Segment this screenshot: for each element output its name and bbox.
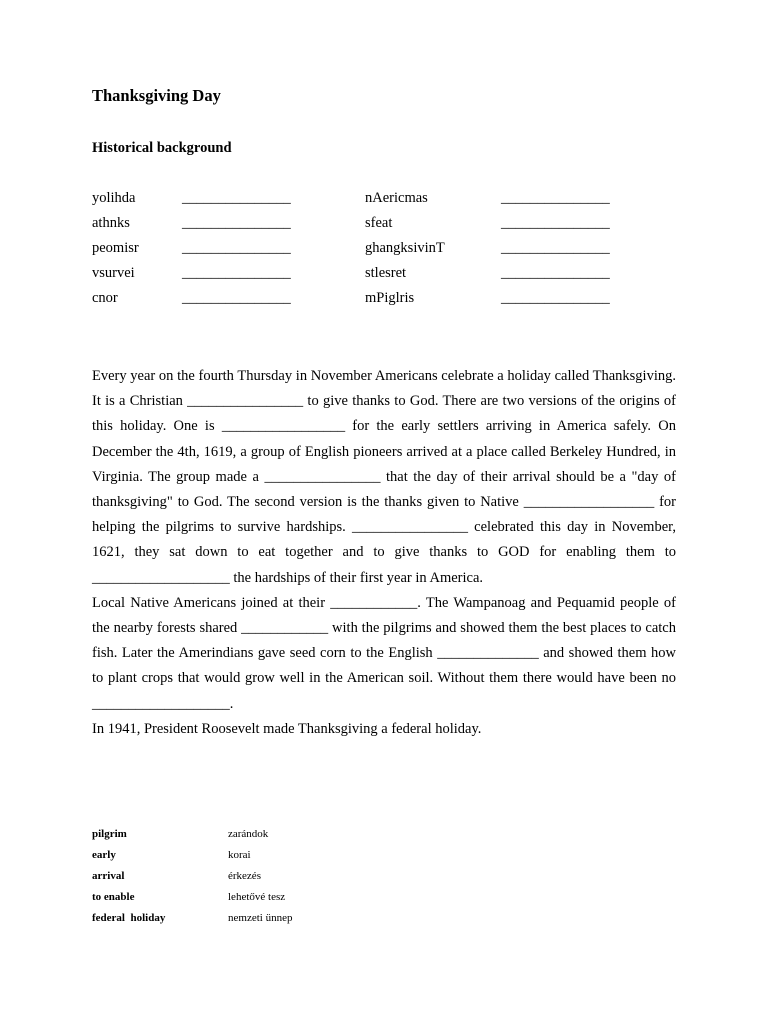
scrambled-word: athnks	[92, 215, 130, 231]
scramble-row	[92, 265, 652, 290]
scrambled-word: stlesret	[365, 265, 407, 281]
section-heading: Historical background	[92, 140, 232, 156]
scrambled-word: cnor	[92, 290, 118, 306]
answer-blank: _______________	[501, 290, 610, 306]
scrambled-words-exercise	[92, 190, 652, 315]
scramble-row	[92, 190, 652, 215]
vocabulary-translation: érkezés	[228, 870, 261, 882]
answer-blank: _______________	[182, 215, 291, 231]
page-title: Thanksgiving Day	[92, 86, 221, 105]
scrambled-word: sfeat	[365, 215, 393, 231]
answer-blank: _______________	[182, 290, 291, 306]
answer-blank: _______________	[501, 240, 610, 256]
answer-blank: _______________	[501, 190, 610, 206]
scrambled-word: vsurvei	[92, 265, 135, 281]
story-paragraph: Local Native Americans joined at their ____________. The Wampanoag and Pequamid people of the nearby forests shared ____________ with the pilgrims and showed them the best places to catch fish. Later the Amerindians gave seed corn to the English ______________ and showed them how to plant crops that would grow well in the American soil. Without them there would have been no ___________________.	[92, 594, 676, 712]
scrambled-word: nAericmas	[365, 190, 428, 206]
vocabulary-term: to enable	[92, 891, 135, 903]
answer-blank: _______________	[182, 190, 291, 206]
vocabulary-translation: nemzeti ünnep	[228, 912, 293, 924]
vocabulary-translation: korai	[228, 849, 251, 861]
scramble-row	[92, 240, 652, 265]
scramble-row	[92, 215, 652, 240]
answer-blank: _______________	[182, 265, 291, 281]
vocabulary-term: pilgrim	[92, 828, 127, 840]
scramble-row	[92, 290, 652, 315]
story-paragraph: Every year on the fourth Thursday in November Americans celebrate a holiday called Thanksgiving. It is a Christian ________________ to give thanks to God. There are two versions of the origins of this holiday. One is _________________ for the early settlers arriving in America safely. On December the 4th, 1619, a group of English pioneers arrived at a place called Berkeley Hundred, in Virginia. The group made a ________________ that the day of their arrival should be a "day of thanksgiving" to God. The second version is the thanks given to Native __________________ for helping the pilgrims to survive hardships. ________________ celebrated this day in November, 1621, they sat down to eat together and to give thanks to GOD for enabling them to ___________________ the hardships of their first year in America.	[92, 368, 676, 586]
vocabulary-translation: zarándok	[228, 828, 269, 840]
vocabulary-translation: lehetővé tesz	[228, 891, 286, 903]
scrambled-word: yolihda	[92, 190, 136, 206]
answer-blank: _______________	[182, 240, 291, 256]
scrambled-word: mPiglris	[365, 290, 415, 306]
scrambled-word: ghangksivinT	[365, 240, 445, 256]
vocabulary-term: arrival	[92, 870, 125, 882]
vocabulary-term: federal holiday	[92, 912, 166, 924]
vocabulary-term: early	[92, 849, 116, 861]
story-paragraph: In 1941, President Roosevelt made Thanksgiving a federal holiday.	[92, 720, 482, 737]
scrambled-word: peomisr	[92, 240, 139, 256]
answer-blank: _______________	[501, 265, 610, 281]
gap-fill-text	[92, 364, 676, 742]
answer-blank: _______________	[501, 215, 610, 231]
